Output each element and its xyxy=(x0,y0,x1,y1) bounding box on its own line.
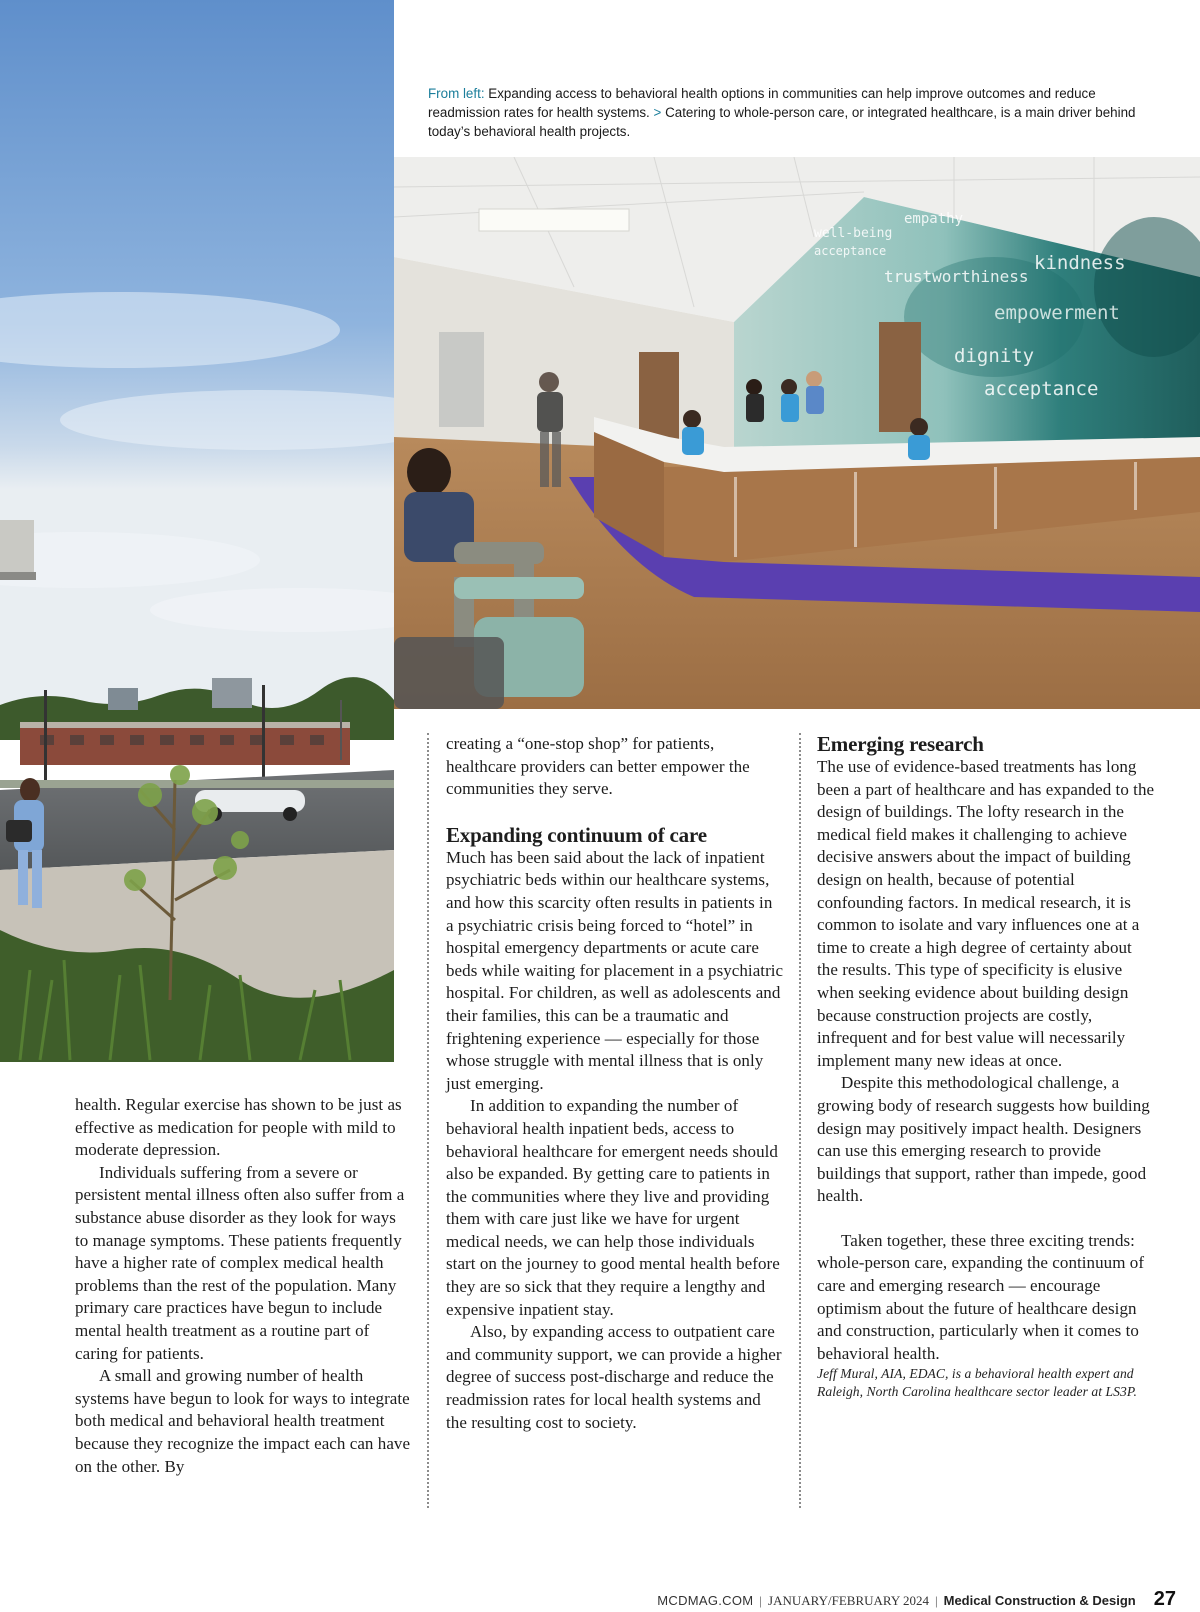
caption-text-1: Expanding access to behavioral health options in communities can help improve outcomes and reduce readmission rates for health systems. xyxy=(428,86,1096,120)
page-footer xyxy=(657,1588,1176,1612)
mural-word: empathy xyxy=(904,211,964,227)
footer-issue: JANUARY/FEBRUARY 2024 xyxy=(768,1593,929,1608)
mural-word: acceptance xyxy=(814,244,887,258)
interior-photo-art xyxy=(394,157,1200,709)
body-paragraph: creating a “one-stop shop” for patients, healthcare providers can better empower the communities they serve. xyxy=(446,734,750,799)
spacer xyxy=(817,1208,1155,1230)
caption-text-2: Catering to whole-person care, or integrated healthcare, is a main driver behind today’s behavioral health projects. xyxy=(428,105,1136,139)
mural-word: trustworthiness xyxy=(884,267,1029,286)
footer-site: MCDMAG.COM xyxy=(657,1593,754,1608)
photo-caption xyxy=(428,84,1148,141)
section-heading: Emerging research xyxy=(817,732,984,756)
footer-separator: | xyxy=(759,1593,763,1608)
body-paragraph: Much has been said about the lack of inpatient psychiatric beds within our healthcare systems, and how this scarcity often results in patients in a psychiatric crisis being forced to “hotel” in hospital emergency departments or acute care beds while waiting for placement in a psychiatric hospital. For children, as well as adolescents and their families, this can be a traumatic and frightening experience — especially for those whose struggle with mental illness that is only just emerging. xyxy=(446,847,784,1093)
body-paragraph: Despite this methodological challenge, a growing body of research suggests how building design may positively impact health. Designers can use this emerging research to provide buildings that support, rather than impede, good health. xyxy=(817,1073,1150,1206)
exterior-photo xyxy=(0,0,394,1062)
section-heading: Expanding continuum of care xyxy=(446,822,707,847)
footer-separator: | xyxy=(935,1593,938,1608)
body-paragraph: The use of evidence-based treatments has long been a part of healthcare and has expanded to the design of buildings. The lofty research in the medical field makes it challenging to achieve decisive answers about the impact of building design on health, because of potential confounding factors. In medical research, it is common to isolate and vary influences one at a time to create a high degree of certainty about the results. This type of specificity is elusive when seeking evidence about building design because construction projects are costly, infrequent and for best value will necessarily implement many new ideas at once. xyxy=(817,757,1155,1070)
article-column-3 xyxy=(817,732,1155,1401)
mural-word: well-being xyxy=(814,226,893,241)
body-paragraph: Taken together, these three exciting trends: whole-person care, expanding the continuum of care and emerging research — encourage optimism about the future of healthcare design and construction, particularly when it comes to behavioral health. xyxy=(817,1230,1145,1363)
caption-arrow-icon: > xyxy=(653,105,662,120)
footer-magazine: Medical Construction & Design xyxy=(943,1593,1136,1608)
article-column-2 xyxy=(446,733,784,1434)
column-divider xyxy=(799,733,801,1508)
mural-word: dignity xyxy=(954,345,1035,367)
column-divider xyxy=(427,733,429,1508)
mural-word: empowerment xyxy=(994,302,1120,324)
body-paragraph: Also, by expanding access to outpatient care and community support, we can provide a higher degree of success post-discharge and reduce the readmission rates for local health systems and the resulting cost to society. xyxy=(446,1322,782,1432)
author-bio: Jeff Mural, AIA, EDAC, is a behavioral health expert and Raleigh, North Carolina healthcare sector leader at LS3P. xyxy=(817,1366,1137,1400)
mural-word: kindness xyxy=(1034,252,1126,274)
interior-photo xyxy=(394,157,1200,709)
body-paragraph: A small and growing number of health systems have begun to look for ways to integrate both medical and behavioral health treatment because they recognize the impact each can have on the other. By xyxy=(75,1366,411,1476)
spacer xyxy=(446,801,784,823)
caption-lead: From left: xyxy=(428,86,485,101)
exterior-photo-art xyxy=(0,0,394,1062)
article-column-1 xyxy=(75,1094,413,1478)
body-paragraph: In addition to expanding the number of behavioral health inpatient beds, access to behavioral healthcare for emergent needs should also be expanded. By getting care to patients in the communities where they live and providing them with care just like we have for urgent medical needs, we can help those individuals start on the journey to good mental health before they are so sick that they require a lengthy and expensive inpatient stay. xyxy=(446,1096,780,1319)
body-paragraph: Individuals suffering from a severe or persistent mental illness often also suffer from a substance abuse disorder as they look for ways to manage symptoms. These patients frequently have a higher rate of complex medical health problems than the rest of the population. Many primary care practices have begun to include mental health treatment as a routine part of caring for patients. xyxy=(75,1162,405,1363)
body-paragraph: health. Regular exercise has shown to be just as effective as medication for people with mild to moderate depression. xyxy=(75,1095,402,1160)
page-number: 27 xyxy=(1153,1588,1176,1610)
mural-word: acceptance xyxy=(984,378,1099,400)
